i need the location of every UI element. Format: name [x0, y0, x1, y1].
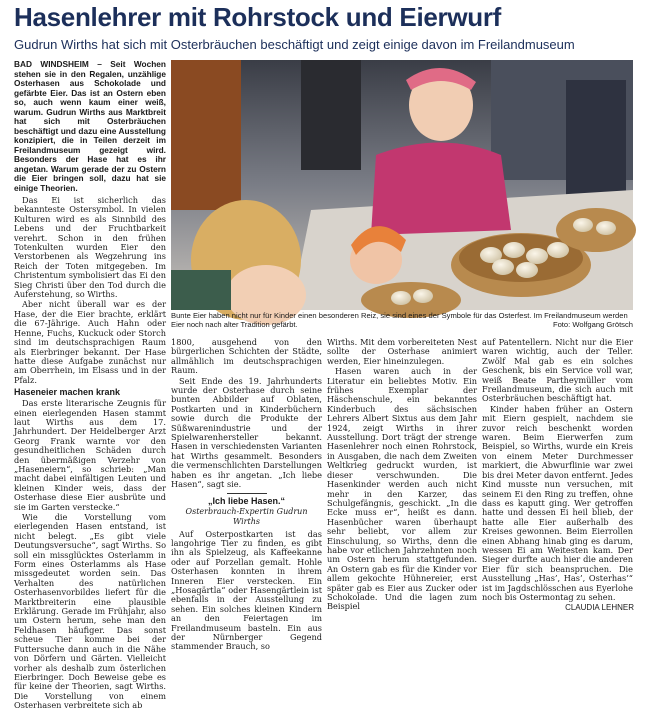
body-paragraph: Das Ei ist sicherlich das bekannteste Ostersymbol. In vielen Kulturen wird es als Sinnbild des Lebens und der Fruchtbarkeit verehrt. Schon in den frühen Totenkulten wurden Eier den Verstorbenen als Wegzehrung ins Reich der Toten mitgegeben. Im Christentum symbolisiert das Ei den Sieg Christi über den Tod durch die Auferstehung, so Wirths. — [14, 195, 166, 300]
photo-illustration — [171, 60, 633, 310]
body-paragraph: Aber nicht überall war es der Hase, der die Eier brachte, erklärt die 67-Jährige. Auch Hahn oder Henne, Fuchs, Kuckuck oder Storch sind im deutschsprachigen Raum als Eierbringer bekannt. Der Hase hatte diese Aufgabe zunächst nur am Oberrhein, im Elsass und in der Pfalz. — [14, 299, 166, 385]
column-3 — [327, 338, 477, 613]
photo-children-easter-eggs — [171, 60, 633, 310]
photo-caption: Bunte Eier haben nicht nur für Kinder einen besonderen Reiz, sie sind eines der Symbole für das Osterfest. Im Freilandmuseum werden Eier noch nach alter Tradition gefärbt. — [171, 311, 628, 330]
body-paragraph: Auf Osterpostkarten ist das langohrige Tier zu finden, es gibt ihn als Spielzeug, als Kaffeekanne oder auf Porzellan gemalt. Hohle Osterhasen konnten in ihrem Inneren Eier verstecken. Ein „Hosagärtla“ oder Hasengärtlein ist ebenfalls in der Ausstellung zu sehen. Ein solches kleinen Kindern an den Feiertagen im Freilandmuseum basteln. Ein aus der Nürnberger Gegend stammender Brauch, so — [171, 528, 322, 652]
body-paragraph: Hasen waren auch in der Literatur ein beliebtes Motiv. Ein frühes Exemplar der Häschenschule, ein bekanntes Kinderbuch des sächsischen Lehrers Albert Sixtus aus dem Jahr 1924, zeigt Wirths in ihrer Ausstellung. Dort trägt der strenge Hasenlehrer noch einen Rohrstock, in Ausgaben, die nach dem Zweiten Weltkrieg gedruckt wurden, ist dieser verschwunden. Die Hasenkinder werden auch nicht mehr in den Karzer, das Schulgefängnis, geschickt. „In die Ecke muss er“, heißt es dann. Hasenbücher waren überhaupt sehr beliebt, vor allem zur Einschulung, so Wirths, denn die habe vor etlichen Jahrzehnten noch um Ostern herum stattgefunden. An Ostern gab es für die Kinder vor allem gekochte Hühnereier, erst später gab es Eier aus Zucker oder Schokolade. Und die lagen zum Beispiel — [327, 366, 477, 612]
column-2 — [171, 337, 322, 652]
body-paragraph: 1800, ausgehend von den bürgerlichen Schichten der Städte, allmählich im deutschsprachigen Raum. — [171, 337, 322, 376]
quote-source: Osterbrauch-Expertin Gudrun Wirths — [185, 506, 308, 526]
photo-caption-block — [171, 311, 633, 330]
section-heading: Haseneier machen krank — [14, 387, 121, 398]
subheadline: Gudrun Wirths hat sich mit Osterbräuchen beschäftigt und zeigt einige davon im Freilandmuseum — [14, 37, 575, 52]
quote-divider — [227, 493, 267, 494]
headline: Hasenlehrer mit Rohrstock und Eierwurf — [14, 2, 502, 32]
author-byline: CLAUDIA LEHNER — [565, 603, 634, 612]
photo-credit: Foto: Wolfgang Grötsch — [552, 320, 633, 330]
lead-paragraph: BAD WINDSHEIM – Seit Wochen stehen sie in den Regalen, unzählige Osterhasen aus Schokolade und gefärbte Eier. Das ist an Ostern eben so, auch wenn kaum einer weiß, warum. Gudrun Wirths aus Marktbreit hat sich mit Osterbräuchen beschäftigt und dazu eine Ausstellung konzipiert, die in Teilen derzeit im Freilandmuseum gezeigt wird. Besonders der Hase hat es ihr angetan. Warum gerade der zu Ostern die Eier bringen soll, dazu hat sie einige Theorien. — [14, 59, 166, 193]
body-paragraph: Seit Ende des 19. Jahrhunderts wurde der Osterhase durch seine bunten Abbilder auf Oblaten, Postkarten und in Kinderbüchern sowie durch die Produkte der Süßwarenindustrie und der Spielwarenhersteller bekannt. Hasen in verschiedensten Varianten hat Wirths gesammelt. Besonders die vermenschlichten Darstellungen haben es ihr angetan. „Ich liebe Hasen“, sagt sie. — [171, 375, 322, 490]
body-paragraph: Das erste literarische Zeugnis für einen eierlegenden Hasen stammt laut Wirths aus dem 17. Jahrhundert. Der Heidelberger Arzt Georg Frank warnte vor den gesundheitlichen Schäden durch den übermäßigen Verzehr von „Haseneiern“, so schrieb: „Man macht dabei einfältigen Leuten und kleinen Kinder weis, dass der Osterhase diese Eier ausbrüte und sie im Garten verstecke.“ — [14, 398, 166, 512]
column-1 — [14, 59, 166, 711]
body-paragraph: Kinder haben früher an Ostern mit Eiern gespielt, nachdem sie zuvor reich beschenkt worden waren. Beim Eierwerfen zum Beispiel, so Wirths, wurde ein Kreis von einem Meter Durchmesser markiert, die Abwurflinie war zwei bis drei Meter davon entfernt. Jedes Kind musste nun versuchen, mit seinem Ei den Ring zu treffen, ohne dass es kaputt ging. Wer getroffen hatte und dessen Ei heil blieb, der hatte alle Eier außerhalb des Kreises gewonnen. Beim Eierrollen einen Abhang hinab ging es darum, wessen Ei am Weitesten kam. Der Sieger durfte auch hier die anderen Eier für sich beanspruchen. Die Ausstellung „Has’, Has’, Osterhas’“ ist im Jagdschlösschen aus Eyerlohe noch bis Ostermontag zu sehen. — [482, 403, 633, 602]
column-4 — [482, 338, 633, 602]
body-paragraph: Wirths. Mit dem vorbereiteten Nest sollte der Osterhase animiert werden, Eier hineinzulegen. — [327, 337, 477, 366]
body-paragraph: auf Patentellern. Nicht nur die Eier waren wichtig, auch der Teller. Zwölf Mal gab es ein solches Geschenk, bis ein Service voll war, weiß Beate Partheymüller vom Freilandmuseum, die sich auch mit Osterbräuchen beschäftigt hat. — [482, 337, 633, 404]
pull-quote — [171, 493, 322, 527]
body-paragraph: Wie die Vorstellung vom eierlegenden Hasen entstand, ist nicht belegt. „Es gibt viele Deutungsversuche“, sagt Wirths. So soll ein missglücktes Osterlamm in Form eines Osterlamms als Hase missgedeutet worden sein. Das Verhalten des natürlichen Osterhasenvorbildes liefert für die Marktbreiterin eine plausible Erklärung. Gerade im Frühjahr, also um Ostern herum, sehe man den Feldhasen häufiger. Das sonst scheue Tier komme bei der Futtersuche dann auch in die Nähe von Dörfern und Gärten. Vielleicht vorher als deshalb zum österlichen Eierbringer. Doch Beweise gebe es für keine der Theorien, sagt Wirths. Die Vorstellung von einem Osterhasen verbreitete sich ab — [14, 512, 166, 711]
quote-text: „Ich liebe Hasen.“ — [207, 495, 286, 506]
